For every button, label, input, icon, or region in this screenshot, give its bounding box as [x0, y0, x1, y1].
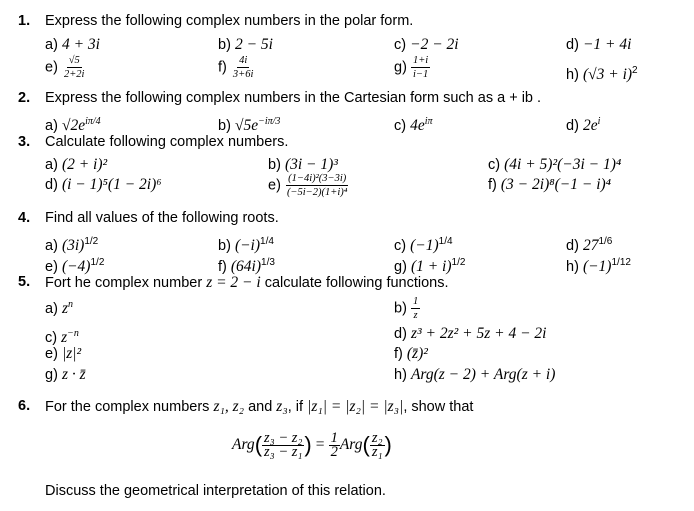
q2-a: a) $√2e^{i\pi/4}$ — [45, 116, 101, 134]
q4-h: h) $(-1)^{1/12}$ — [566, 257, 631, 275]
q4-number: 4. — [18, 210, 31, 226]
q4-b: b) $(-i)^{1/4}$ — [218, 236, 274, 254]
q3-e: e) $\frac{\text{(1−4i)²(3−3i)}}{\text{(−5i−2)(1+i)⁴}}$ — [268, 173, 348, 198]
q1-c: c) −2 − 2i — [394, 36, 459, 53]
q5-a: a) $z^n$ — [45, 299, 73, 317]
q2-d: d) $2e^i$ — [566, 116, 601, 134]
q5-d: d) z³ + 2z² + 5z + 4 − 2i — [394, 325, 547, 342]
q4-f: f) $(64i)^{1/3}$ — [218, 257, 275, 275]
q3-a: a) (2 + i)² — [45, 156, 108, 173]
q6-closing: Discuss the geometrical interpretation of this relation. — [45, 483, 386, 499]
q5-g: g) z · z̄ — [45, 366, 86, 383]
q4-g: g) $(1 + i)^{1/2}$ — [394, 257, 466, 275]
q1-prompt: Express the following complex numbers in the polar form. — [45, 13, 414, 29]
q3-d: d) (i − 1)⁵(1 − 2i)⁶ — [45, 176, 162, 193]
q1-a: a) 4 + 3i — [45, 36, 100, 53]
q1-b: b) 2 − 5i — [218, 36, 273, 53]
q1-f: f) $\frac{4i}{3+6i}$ — [218, 55, 254, 80]
q6-number: 6. — [18, 398, 31, 414]
q1-number: 1. — [18, 13, 31, 29]
q3-f: f) (3 − 2i)⁸(−1 − i)⁴ — [488, 176, 612, 193]
q5-h: h) Arg(z − 2) + Arg(z + i) — [394, 366, 556, 383]
q4-c: c) $(-1)^{1/4}$ — [394, 236, 453, 254]
q5-f: f) (z̄)² — [394, 345, 428, 362]
q4-d: d) $27^{1/6}$ — [566, 236, 613, 254]
q4-e: e) $(-4)^{1/2}$ — [45, 257, 105, 275]
q6-prompt: For the complex numbers z₁, z₂ and z₃, if |z₁| = |z₂| = |z₃|, show that — [45, 398, 474, 415]
q1-g: g) $\frac{1+i}{i-1}$ — [394, 55, 429, 80]
q6-equation: Arg( $\frac{\text{z₃ − z₂}}{\text{z₃ − z₁}}$ ) = $\frac{1}{2}$ Arg( $\frac{\text{z₂}}{\text{z₁}}$ ) — [232, 429, 392, 460]
q1-h: h) $(√3 + i)^2$ — [566, 65, 638, 83]
q2-prompt: Express the following complex numbers in the Cartesian form such as a + ib . — [45, 90, 542, 106]
q3-number: 3. — [18, 134, 31, 150]
q3-c: c) (4i + 5)²(−3i − 1)⁴ — [488, 156, 622, 173]
q2-c: c) $4e^{i\pi}$ — [394, 116, 433, 134]
q5-prompt: Fort he complex number z = 2 − i calculate following functions. — [45, 274, 449, 291]
q4-prompt: Find all values of the following roots. — [45, 210, 279, 226]
q1-d: d) −1 + 4i — [566, 36, 632, 53]
q5-c: c) $z^{-n}$ — [45, 328, 79, 346]
q5-b: b) $\frac{1}{z}$ — [394, 296, 419, 321]
q3-b: b) (3i − 1)³ — [268, 156, 338, 173]
q4-a: a) $(3i)^{1/2}$ — [45, 236, 99, 254]
q5-number: 5. — [18, 274, 31, 290]
q2-number: 2. — [18, 90, 31, 106]
q1-e: e) $\frac{√5}{2+2i}$ — [45, 55, 85, 80]
q5-e: e) |z|² — [45, 345, 82, 362]
q2-b: b) $√5e^{-i\pi/3}$ — [218, 116, 281, 134]
q3-prompt: Calculate following complex numbers. — [45, 134, 289, 150]
